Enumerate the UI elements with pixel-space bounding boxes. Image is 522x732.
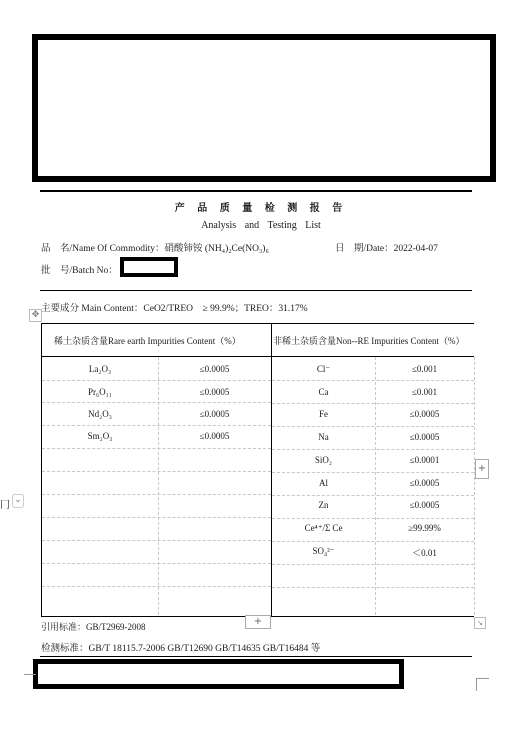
left-item-value: ≤0.0005 (199, 409, 230, 419)
right-row-line (272, 472, 474, 473)
reference-standard: 引用标准：GB/T2969-2008 (41, 622, 146, 632)
right-header-rule (271, 356, 474, 357)
chevron-down-icon[interactable]: ⌄ (12, 494, 24, 508)
right-item-value: ＜0.01 (412, 548, 437, 558)
right-row-line (272, 587, 474, 588)
left-row-line (42, 471, 271, 472)
left-row-line (42, 425, 271, 426)
right-item-value: ≤0.0005 (409, 478, 440, 488)
left-row-line (42, 494, 271, 495)
date-value: 2022-04-07 (393, 244, 438, 254)
left-item-name: La₂O₃ (88, 364, 112, 374)
right-row-line (272, 426, 474, 427)
left-item-value: ≤0.0005 (199, 431, 230, 441)
left-row-line (42, 563, 271, 564)
right-item-name: Fe (319, 409, 328, 419)
left-item-name: Pr₆O₁₁ (88, 387, 112, 397)
move-icon[interactable]: ✥ (29, 309, 42, 322)
title-rule (40, 190, 472, 192)
right-item-value: ≤0.0001 (409, 455, 440, 465)
report-title-en: Analysis and Testing List (201, 220, 321, 231)
footer-rule (40, 656, 472, 657)
left-header-rule (41, 356, 271, 357)
right-item-name: Al (319, 478, 328, 488)
right-row-line (272, 380, 474, 381)
left-row-line (42, 517, 271, 518)
left-item-value: ≤0.0005 (199, 387, 230, 397)
page-corner-mark (476, 678, 489, 691)
right-item-name: Ce⁴⁺/Σ Ce (304, 523, 343, 533)
right-item-value: ≤0.0005 (409, 500, 440, 510)
right-item-name: Na (318, 432, 329, 442)
right-row-line (272, 541, 474, 542)
left-row-line (42, 380, 271, 381)
right-item-value: ≤0.0005 (409, 409, 440, 419)
left-item-name: Nd₂O₃ (88, 409, 112, 419)
report-title-cn: 产 品 质 量 检 测 报 告 (174, 203, 348, 214)
commodity-value: 硝酸铈铵 (NH₄)₂Ce(NO₃)₆ (164, 244, 269, 254)
add-row-button[interactable]: + (245, 615, 271, 629)
left-row-line (42, 586, 271, 587)
right-item-value: ≤0.0005 (409, 432, 440, 442)
right-item-value: ≤0.001 (411, 387, 438, 397)
right-item-name: SiO₂ (314, 455, 333, 465)
date-line (335, 240, 438, 254)
date-label: 日 期/Date： (335, 244, 394, 254)
right-item-value: ≤0.001 (411, 364, 438, 374)
right-item-name: SO₄²⁻ (312, 546, 335, 556)
right-item-value: ≥99.99% (408, 523, 441, 533)
left-row-line (42, 540, 271, 541)
right-row-line (272, 449, 474, 450)
right-outer-column (474, 357, 475, 615)
redacted-footer-inner (38, 664, 399, 684)
right-header: 非稀土杂质含量Non--RE Impurities Content（%） (273, 336, 465, 346)
right-item-name: Cl⁻ (316, 364, 331, 374)
main-content-line: 主要成分 Main Content：CeO2/TREO ≥ 99.9%；TREO：31.17% (41, 304, 308, 314)
right-row-line (272, 518, 474, 519)
redacted-batch-inner (124, 261, 174, 273)
batch-line (41, 262, 118, 276)
left-row-line (42, 448, 271, 449)
right-row-line (272, 403, 474, 404)
left-item-name: Sm₂O₃ (87, 431, 113, 441)
commodity-line (41, 240, 269, 254)
test-standard: 检测标准：GB/T 18115.7-2006 GB/T12690 GB/T14635 GB/T16484 等 (41, 644, 321, 654)
right-row-line (272, 564, 474, 565)
right-item-name: Zn (318, 500, 329, 510)
left-header: 稀土杂质含量Rare earth Impurities Content（%） (54, 336, 241, 346)
right-item-name: Ca (318, 387, 329, 397)
side-glyph: 冂 (0, 500, 10, 511)
left-item-value: ≤0.0005 (199, 364, 230, 374)
resize-handle-icon[interactable]: ↘ (474, 617, 486, 629)
right-row-line (272, 495, 474, 496)
page-corner-mark (24, 674, 36, 687)
redacted-header-inner (38, 40, 490, 176)
commodity-label: 品 名/Name Of Commodity： (41, 244, 165, 254)
left-row-line (42, 402, 271, 403)
section-rule (40, 290, 472, 291)
batch-label: 批 号/Batch No： (41, 266, 118, 276)
add-column-button[interactable]: + (475, 459, 489, 479)
